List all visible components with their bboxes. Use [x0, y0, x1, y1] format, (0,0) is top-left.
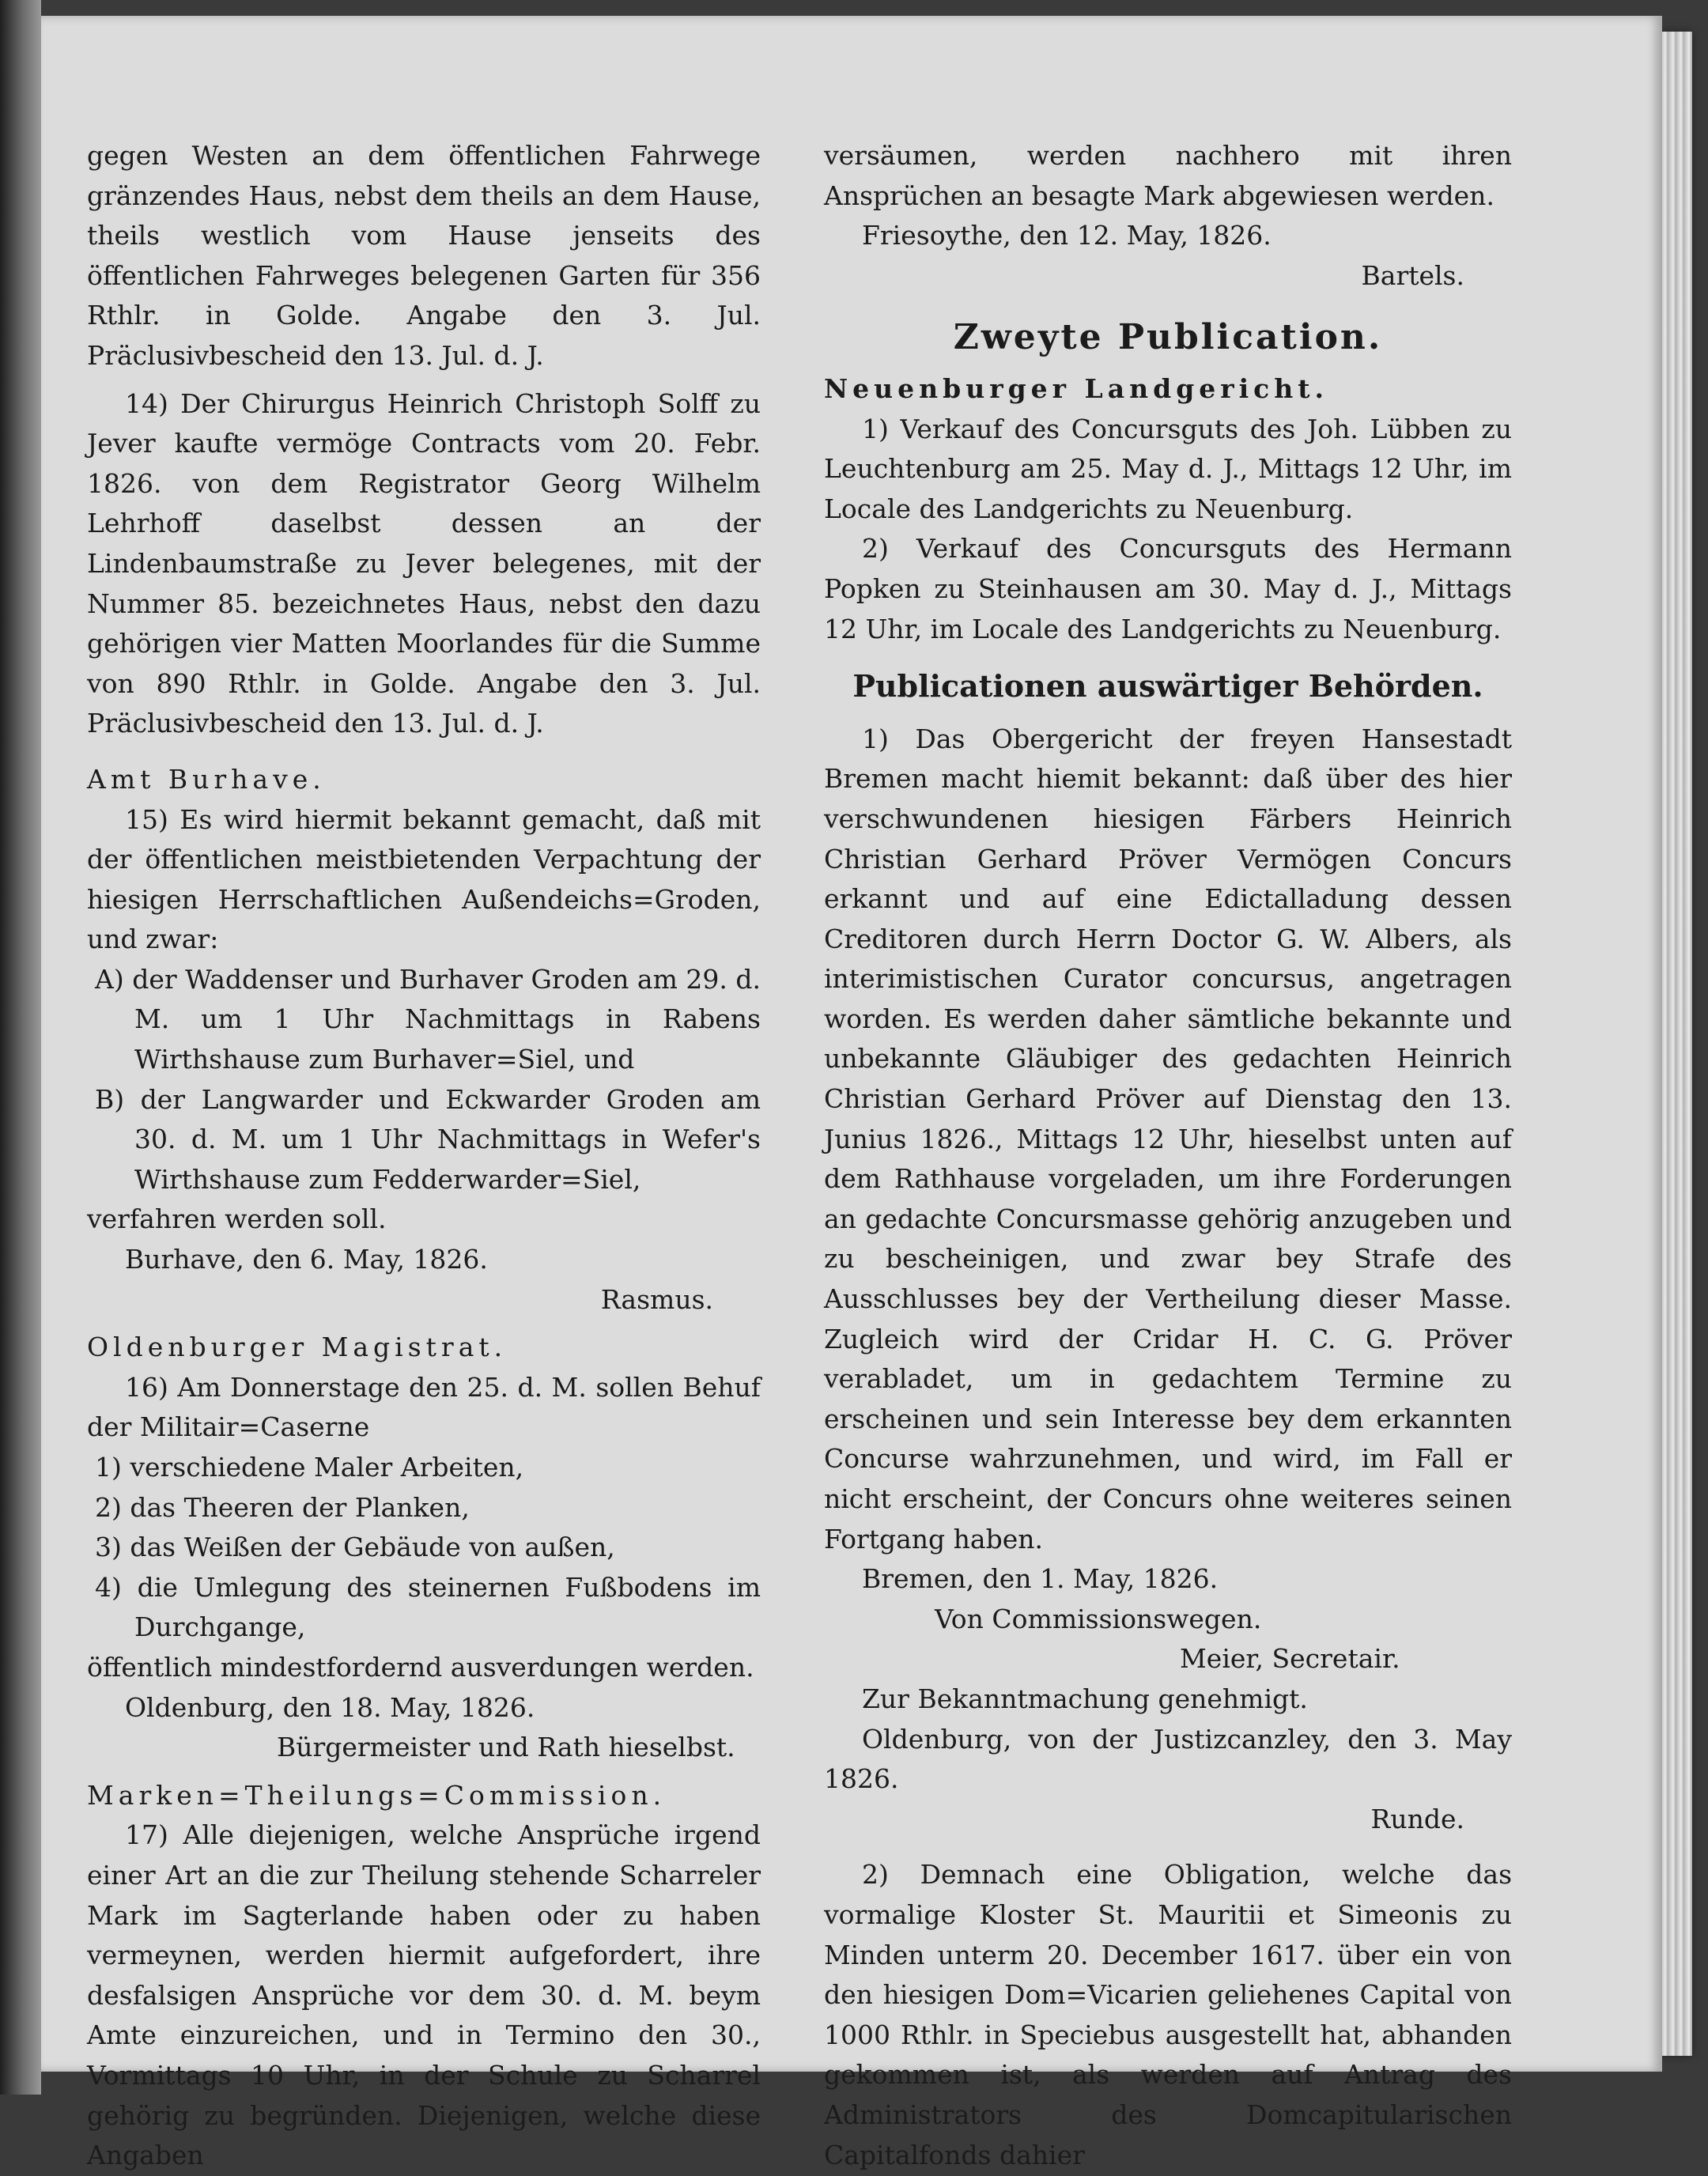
paragraph-item14: 14) Der Chirurgus Heinrich Christoph Solff zu Jever kaufte vermöge Contracts vom 20. Febr. 1826. von dem Registrator Georg Wilhelm Lehrhoff daselbst dessen an der Lindenbaumstraße zu Jever belegenes, mit der Nummer 85. bezeichnetes Haus, nebst den dazu gehörigen vier Matten Moorlandes für die Summe von 890 Rthlr. in Golde. Angabe den 3. Jul. Präclusivbescheid den 13. Jul. d. J.: [87, 387, 761, 739]
paragraph-bremen-item1: 1) Das Obergericht der freyen Hansestadt Bremen macht hiemit bekannt: daß über des hier verschwundenen hiesigen Färbers Heinrich Christian Gerhard Pröver Vermögen Concurs erkannt und auf eine Edictalladung dessen Creditoren durch Herrn Doctor G. W. Albers, als interimistischen Curator concursus, angetragen worden. Es werden daher sämtliche bekannte und unbekannte Gläubiger des gedachten Heinrich Christian Gerhard Pröver auf Dienstag den 13. Junius 1826., Mittags 12 Uhr, hieselbst unten auf dem Rathhause vorgeladen, um ihre Forderungen an gedachte Concursmasse gehörig anzugeben und zu bescheinigen, und zwar bey Strafe des Ausschlusses bey der Vertheilung dieser Masse. Zugleich wird der Cridar H. C. G. Pröver verabladet, um in gedachtem Termine zu erscheinen und sein Interesse bey dem erkannten Concurse wahrzunehmen, und wird, im Fall er nicht erscheint, der Concurs ohne weiteres seinen Fortgang haben.: [824, 723, 1512, 1555]
heading-zweyte-publication: Zweyte Publication.: [953, 317, 1383, 358]
heading-amt-burhave: Amt Burhave.: [87, 763, 326, 795]
paragraph-item15-intro: 15) Es wird hiermit bekannt gemacht, daß mit der öffentlichen meistbietenden Verpachtung der hiesigen Herrschaftlichen Außendeichs=Groden, und zwar:: [87, 803, 761, 955]
right-column: [824, 136, 1512, 2175]
approval-note: Zur Bekanntmachung genehmigt.: [862, 1683, 1308, 1714]
signature-rasmus: Rasmus.: [600, 1283, 713, 1315]
list-item: 2) das Theeren der Planken,: [95, 1491, 470, 1523]
signature-buergermeister: Bürgermeister und Rath hieselbst.: [277, 1732, 735, 1763]
document-page: [41, 16, 1662, 2171]
paragraph-neuenburg-item2: 2) Verkauf des Concursguts des Hermann Popken zu Steinhausen am 30. May d. J., Mittags 12 Uhr, im Locale des Landgerichts zu Neuenburg.: [824, 533, 1512, 644]
paragraph-item17-continued: versäumen, werden nachhero mit ihren Ansprüchen an besagte Mark abgewiesen werden.: [824, 140, 1512, 211]
paragraph-item13-continued: gegen Westen an dem öffentlichen Fahrwege gränzendes Haus, nebst dem theils an dem Hause, theils westlich vom Hause jenseits des öffentlichen Fahrweges belegenen Garten für 356 Rthlr. in Golde. Angabe den 3. Jul. Präclusivbescheid den 13. Jul. d. J.: [87, 140, 761, 371]
place-date-burhave: Burhave, den 6. May, 1826.: [125, 1244, 488, 1275]
list-item-15b: B) der Langwarder und Eckwarder Groden am 30. d. M. um 1 Uhr Nachmittags in Wefer's Wirthshause zum Fedderwarder=Siel,: [95, 1083, 761, 1195]
paragraph-item15-end: verfahren werden soll.: [87, 1203, 387, 1235]
heading-publicationen-auswaertiger-behoerden: Publicationen auswärtiger Behörden.: [852, 668, 1483, 705]
signature-commissionswegen: Von Commissionswegen.: [935, 1603, 1262, 1634]
heading-oldenburger-magistrat: Oldenburger Magistrat.: [87, 1332, 508, 1363]
heading-marken-theilungs-commission: Marken=Theilungs=Commission.: [87, 1779, 667, 1811]
approval-place-date: Oldenburg, von der Justizcanzley, den 3. May 1826.: [824, 1723, 1512, 1795]
place-date-bremen: Bremen, den 1. May, 1826.: [862, 1563, 1219, 1595]
place-date-oldenburg: Oldenburg, den 18. May, 1826.: [125, 1691, 535, 1723]
list-item: 3) das Weißen der Gebäude von außen,: [95, 1532, 615, 1563]
book-spine-edge: [0, 0, 41, 2095]
signature-bartels: Bartels.: [1361, 259, 1464, 291]
paragraph-item17: 17) Alle diejenigen, welche Ansprüche irgend einer Art an die zur Theilung stehende Scharreler Mark im Sagterlande haben oder zu haben vermeynen, werden hiermit aufgefordert, ihre desfalsigen Ansprüche vor dem 30. d. M. beym Amte einzureichen, und in Termino den 30., Vormittags 10 Uhr, in der Schule zu Scharrel gehörig zu begründen. Diejenigen, welche diese Angaben: [87, 1819, 761, 2171]
paragraph-item16-end: öffentlich mindestfordernd ausverdungen werden.: [87, 1651, 754, 1683]
paragraph-item16-intro: 16) Am Donnerstage den 25. d. M. sollen Behuf der Militair=Caserne: [87, 1371, 761, 1443]
list-item: 4) die Umlegung des steinernen Fußbodens im Durchgange,: [95, 1571, 761, 1643]
list-item-15a: A) der Waddenser und Burhaver Groden am 29. d. M. um 1 Uhr Nachmittags in Rabens Wirthshause zum Burhaver=Siel, und: [95, 963, 761, 1075]
left-column: [87, 136, 761, 2176]
list-item: 1) verschiedene Maler Arbeiten,: [95, 1452, 524, 1483]
place-date-friesoythe: Friesoythe, den 12. May, 1826.: [862, 220, 1272, 251]
paragraph-item2-obligation: 2) Demnach eine Obligation, welche das vormalige Kloster St. Mauritii et Simeonis zu Minden unterm 20. December 1617. über ein von den hiesigen Dom=Vicarien geliehenes Capital von 1000 Rthlr. in Speciebus ausgestellt hat, abhanden gekommen ist, als werden auf Antrag des Administrators des Domcapitularischen Capitalfonds dahier: [824, 1859, 1512, 2170]
signature-meier: Meier, Secretair.: [1180, 1643, 1400, 1675]
signature-runde: Runde.: [1370, 1803, 1464, 1834]
paragraph-neuenburg-item1: 1) Verkauf des Concursguts des Joh. Lübben zu Leuchtenburg am 25. May d. J., Mittags 12 Uhr, im Locale des Landgerichts zu Neuenburg.: [824, 413, 1512, 524]
heading-neuenburger-landgericht: Neuenburger Landgericht.: [824, 372, 1329, 404]
